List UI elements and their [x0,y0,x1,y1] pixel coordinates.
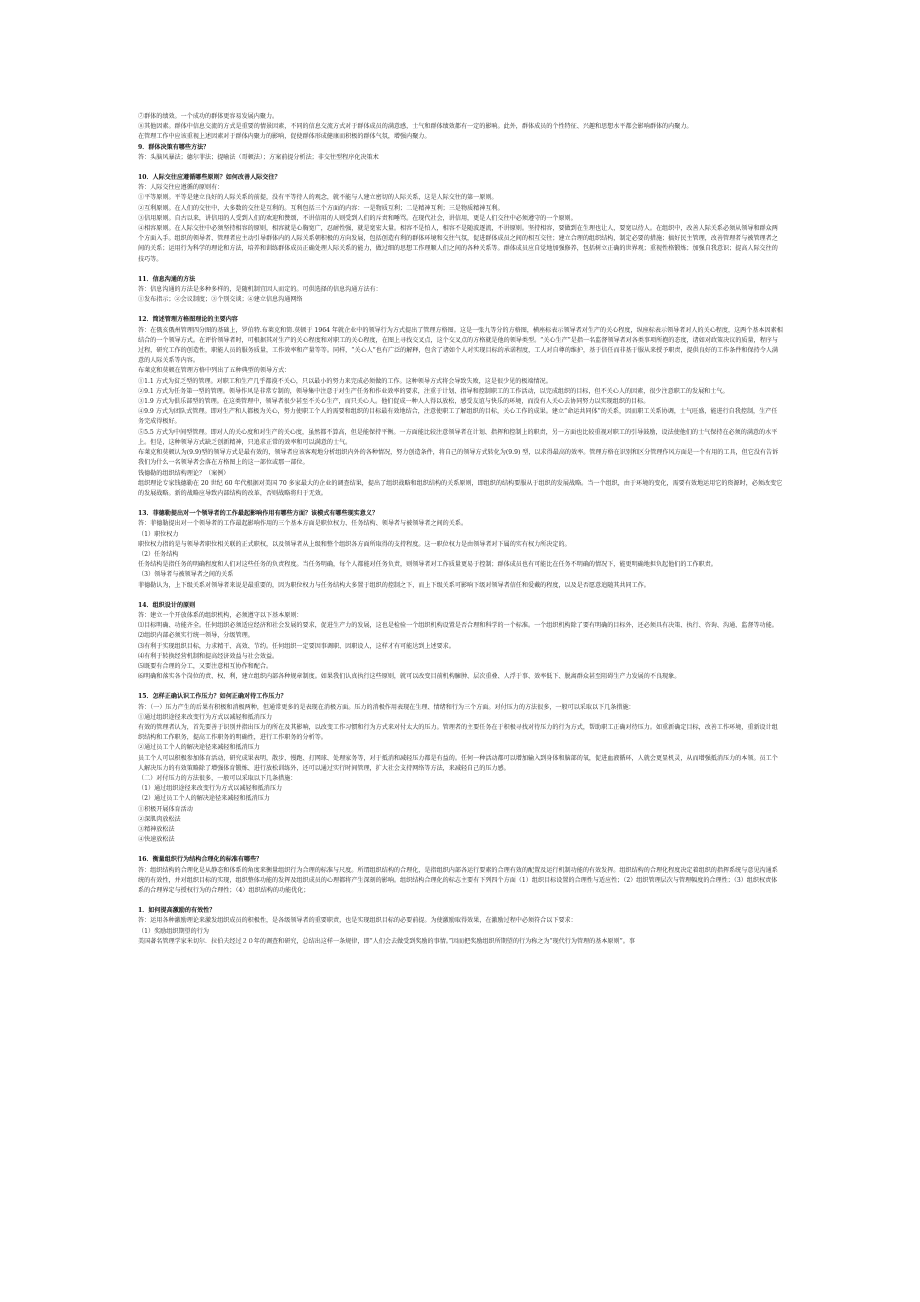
paragraph: 答：在俄亥俄州管理四分图的基础上，罗伯特.布莱克和简.莫顿于 1964 年就企业中的领导行为方式提出了管理方格图。这是一张九等分的方格图，横座标表示领导者对生产的关心程度，纵座标表示领导者对人的关心程度，这两个基本因素相结合的一个领导方式。在评价领导者时，可根据其对生产的关心程度和对职工的关心程度，在图上寻找交叉点，这个交叉点的方格就是他的领导类型。“关心生产”是指一名监督领导者对各类事项所抱的态度，诸如对政策决议的质量，程序与过程，研究工作的创造性，职能人员的服务质量，工作效率和产量等等。同样，“关心人”也有广泛的解释，包含了诸如个人对实现目标的承诺程度，工人对自尊的维护，基于信任而非基于服从来授予职责，提供良好的工作条件和保持令人满意的人际关系等内容。 [138,326,783,365]
paragraph: ③精神放松法 [138,826,175,833]
paragraph: ①平等原则。平等是建立良好的人际关系的前提，没有平等待人的观念，就不能与人建立密切的人际关系，这是人际交往的第一原则。 [138,194,498,202]
section-heading: 9．群体决策有哪些方法？ [138,143,210,151]
paragraph: ②9.1 方式为任务第一型的管理。领导作风是非常专制的，领导集中注意于对生产任务和作业效率的要求，注重于计划、指导和控制职工的工作活动，以完成组织的目标，但不关心人的因素，很少注意职工的发展和士气。 [138,387,729,395]
paragraph-gap [0,896,920,906]
paragraph: （二）对付压力的方法很多，一般可以采取以下几条措施： [138,774,297,782]
paragraph: 布莱克和莫顿认为(9.9)型的领导方式是最有效的，领导者应该客观地分析组织内外的各种情况，努力创造条件，将自己的领导方式转化为(9.9) 型，以求得最高的效率。管理方格在识别和区分管理作风方面是一个有用的工具，但它没有告诉我们为什么一名领导者会落在方格图上的这一部位或那一部位。 [138,449,779,467]
paragraph-gap [0,499,920,509]
paragraph: ④9.9 方式为团队式管理。即对生产和人都极为关心，努力使职工个人的需要和组织的目标最有效地结合，注意使职工了解组织的目标，关心工作的成果。建立“命运共同体”的关系，因而职工关系协调，士气旺盛，能进行自我控制，生产任务完成得极好。 [138,408,778,426]
paragraph: ③信用原则。自古以来，讲信用的人受到人们的欢迎和赞颂，不讲信用的人则受到人们的斥责和唾骂。在现代社会，讲信用，更是人们交往中必须遵守的一个原则。 [138,214,577,222]
paragraph: 菲德勒认为，上下级关系对领导者来说是最重要的，因为职位权力与任务结构大多置于组织的控制之下，而上下级关系可影响下级对领导者信任和爱戴的程度，以及是否愿意追随其共同工作。 [138,581,650,589]
paragraph: 布莱克和莫顿在管理方格中列出了五种典型的领导方式： [138,367,291,375]
paragraph: ⑴目标明确、功能齐全。任何组织必须适应经济和社会发展的要求，促进生产力的发展，这也是检验一个组织机构设置是否合理和科学的一个标准。一个组织机构除了要有明确的目标外，还必须具有决策、执行、咨询、沟通、监督等功能。 [138,622,778,630]
paragraph: 有效的管理者认为，首先要善于识别并指出压力的所在及其影响，以改变工作习惯和行为方式来对付太大的压力。管理者的主要任务在于积极寻找对待压力的行为方式，帮助职工正确对待压力。如重新确定目标，改善工作环境，重新设计组织结构和工作职务，提高工作职务的明确性，进行工作职务的分析等。 [138,723,778,742]
paragraph: 职位权力指的是与领导者职位相关联的正式职权，以及领导者从上级和整个组织各方面所取得的支持程度。这一职位权力是由领导者对下属的实有权力所决定的。 [138,540,571,548]
paragraph: ②通过员工个人的解决途径来减轻和抵消压力 [138,744,260,752]
paragraph: 美国著名管理学家米切尔．拉伯夫经过２０年的调查和研究，总结出这样一条规律，即“人们会去做受到奖励的事情。”因而把奖励组织所期望的行为称之为“现代行为管理的基本原则”。事 [138,937,635,945]
paragraph: 任务结构是指任务的明确程度和人们对这些任务的负责程度。当任务明确，每个人都能对任务负责，则领导者对工作质量更易于控制；群体成员也有可能比在任务不明确的情况下，能更明确地担负起他们的工作职责。 [138,561,717,569]
paragraph: ④相容原则。在人际交往中必须坚持相容的原则，相容就是心胸宽广，忍耐性强，就是宽宏大量。相容不是怕人，相容不是随波逐流，不讲原则。坚持相容，要做到在生理也让人，要宽以待人。在组织中，改善人际关系必须从领导和群众两个方面入手。组织的领导者、管理者应主动引导群体内的人际关系朝积极的方向发展，包括创造有利的群体环境和交往气氛，促进群体成员之间的相互交往；建立合理的组织结构，制定必要的措施；搞好民主管理，改善管理者与被管理者之间的关系；运用行为科学的理论和方法，培养和训练群体成员正确处理人际关系的能力，做过细的思想工作理顺人们之间的各种关系等。群体成员应自觉地加强修养，包括树立正确的世界观；重视性格锻炼；加强自我意识；提高人际交往的技巧等。 [138,225,778,263]
paragraph: ①积极开展体育活动 [138,805,193,813]
paragraph: 钱德勒的组织结构理论？（案例） [138,469,230,477]
paragraph: 答：（一）压力产生的后果有积极和消极两种，但通常更多的是表现在消极方面。压力的消极作用表现在生理、情绪和行为三个方面。对付压力的方法很多，一般可以采取以下几条措施： [138,703,635,711]
section-heading: 10．人际交往应遵循哪些原则？如何改善人际交往？ [138,174,281,182]
paragraph: ⑵组织内部必须实行统一领导，分级管理。 [138,632,254,640]
paragraph: ③1.9 方式为俱乐部型的管理。在这类管理中，领导者很少甚至不关心生产，而只关心人。他们促成一种人人得以放松，感受友谊与快乐的环境，而没有人关心去协同努力以实现组织的目标。 [138,398,650,406]
section-heading: 15．怎样正确认识工作压力？如何正确对待工作压力？ [138,693,287,701]
paragraph: 在管理工作中应该重视上述因素对于群体内聚力的影响，促使群体形成健康而积极的群体气氛，增强内聚力。 [138,133,431,141]
paragraph-gap [0,163,920,173]
paragraph: ①1.1 方式为贫乏型的管理。对职工和生产几乎都漠不关心，只以最小的努力来完成必须做的工作。这种领导方式将会导致失败，这是很少见的极端情况。 [138,377,552,385]
paragraph: ①通过组织途径来改变行为方式以减轻和抵消压力 [138,713,273,721]
paragraph: ⑶有利于实现组织目标，力求精干、高效、节约。任何组织一定要因事调职、因职设人，这样才有可能达到上述要求。 [138,642,455,650]
paragraph: （1）职位权力 [138,530,179,538]
section-heading: 14．组织设计的原则 [138,601,196,609]
paragraph: ④快速放松法 [138,836,175,844]
paragraph: 答：运用各种激励理论来激发组织成员的积极性，是各级领导者的重要职责，也是实现组织目标的必要前提。为使激励取得效果，在激励过程中必须符合以下要求： [138,917,577,925]
paragraph: ⑤5.5 方式为中间型管理。即对人的关心度和对生产的关心度，虽然都不算高，但是能保持平衡。一方面能比较注意领导者在计划、指挥和控制上的职责，另一方面也比较重视对职工的引导鼓励，设法使他们的士气保持在必须的满意的水平上。但是，这种领导方式缺乏创新精神，只追求正常的效率和可以满意的士气。 [138,428,778,446]
section-heading: 13．菲德勒提出对一个领导者的工作最起影响作用有哪些方面？该模式有哪些现实意义？ [138,510,379,518]
paragraph: 答：建立一个开放体系的组织机构，必须遵守以下基本原则： [138,611,303,619]
paragraph-gap [0,591,920,601]
paragraph: ②深肌肉放松法 [138,815,181,823]
paragraph: 答：人际交往应遵循的原则有： [138,184,224,192]
paragraph: 答：头脑风暴法；德尔菲法；提喻法（哥顿法）；方案前提分析法；非交往型程序化决策术 [138,153,379,161]
paragraph: （1）奖励组织期望的行为 [138,927,209,935]
section-heading: 1．如何提高激励的有效性？ [138,907,216,915]
section-heading: 11．信息沟通的方法 [138,275,196,283]
paragraph: 答：信息沟通的方法是多种多样的，是随机制宜因人而定的。可供选择的信息沟通方法有： [138,286,382,294]
paragraph: （2）通过员工个人的解决途径来减轻和抵消压力 [138,795,270,803]
paragraph: ⑹明确和落实各个岗位的责、权、利，建立组织内部各种规章制度。如果我们认真执行这些原则，就可以改变目前机构臃肿、层次重叠、人浮于事、效率低下、脱离群众甚至阻碍生产力发展的不良现象。 [138,673,681,681]
paragraph: 员工个人可以积极参加体育活动，研究成果表明，散步、慢跑、打网球、处理家务等，对于抵消和减轻压力都是有益的。任何一种活动都可以增加输入到身体和脑部的氧，促进血液循环，人就会更显机灵，从而增强抵消压力的本领。员工个人解决压力的有效策略除了增强体育锻炼、进行放松训练外，还可以通过实行时间管理，扩大社会支持网络等方法，来减轻自己的压力感。 [138,754,778,772]
paragraph: ⑸既要有合理的分工，又要注意相互协作和配合。 [138,662,273,670]
paragraph-gap [0,845,920,855]
paragraph: ⑧其他因素。群体中信息交流的方式是重要的情景因素，不同的信息交流方式对于群体成员的满意感，士气和群体绩效都有一定的影响。此外，群体成员的个性特征、兴趣和思想水平都会影响群体的内聚力。 [138,123,693,131]
section-heading: 12．简述管理方格图理论的主要内容 [138,316,238,324]
paragraph: （2）任务结构 [138,550,179,558]
paragraph: 组织理论专家钱德勒在 20 世纪 60 年代根据对美国 70 多家最大的企业的调查结果，提出了组织战略和组织结构的关系原则，即组织的结构要服从于组织的发展战略。当一个组织，由于环境的变化，需要有效地运用它的资源时，必须改变它的发展战略。新的战略应导致内部结构的改革，否则战略将归于无效。 [138,479,783,497]
paragraph: （1）通过组织途径来改变行为方式以减轻和抵消压力 [138,785,283,793]
paragraph: ⑷有利于转换经营机制和提高经济效益与社会效益。 [138,652,279,660]
paragraph-gap [0,305,920,315]
paragraph: （3）领导者与被领导者之间的关系 [138,571,234,579]
paragraph: 答：组织结构的合理化是从静态和体系的角度来衡量组织行为合理的标准与尺度。所谓组织结构的合理化，是指组织内部各运行要素的合理有效的配置及运行机制功能的有效发挥。组织结构的合理化程度决定着组织的指挥系统与意见沟通系统的有效性，并对组织目标的实现，组织整体功能的发挥及组织成员的心理都将产生深刻的影响。组织结构合理化的标志主要有下列四个方面（1）组织目标设置的合理性与适应性；（2）组织管理层次与管理幅度的合理性；（3）组织权责体系的合理界定与授权行为的合理性；（4）组织结构的功能优化； [138,866,778,895]
document-body [0,112,920,947]
paragraph: ②互利原则。在人们的交往中，大多数的交往是互利的。互利包括三个方面的内容：一是物质互利；二是精神互利；三是物质精神互利。 [138,204,504,212]
paragraph: ①发布指示；②会议制度；③个别交谈；④建立信息沟通网络 [138,296,303,304]
paragraph-gap [0,265,920,275]
paragraph-gap [0,682,920,692]
paragraph: 答：菲德勒提出对一个领导者的工作最起影响作用的三个基本方面是职位权力、任务结构、领导者与被领导者之间的关系。 [138,520,468,528]
section-heading: 16．衡量组织行为结构合理化的标准有哪些？ [138,856,263,864]
paragraph: ⑦群体的绩效。一个成功的群体更容易发展内聚力。 [138,113,279,120]
